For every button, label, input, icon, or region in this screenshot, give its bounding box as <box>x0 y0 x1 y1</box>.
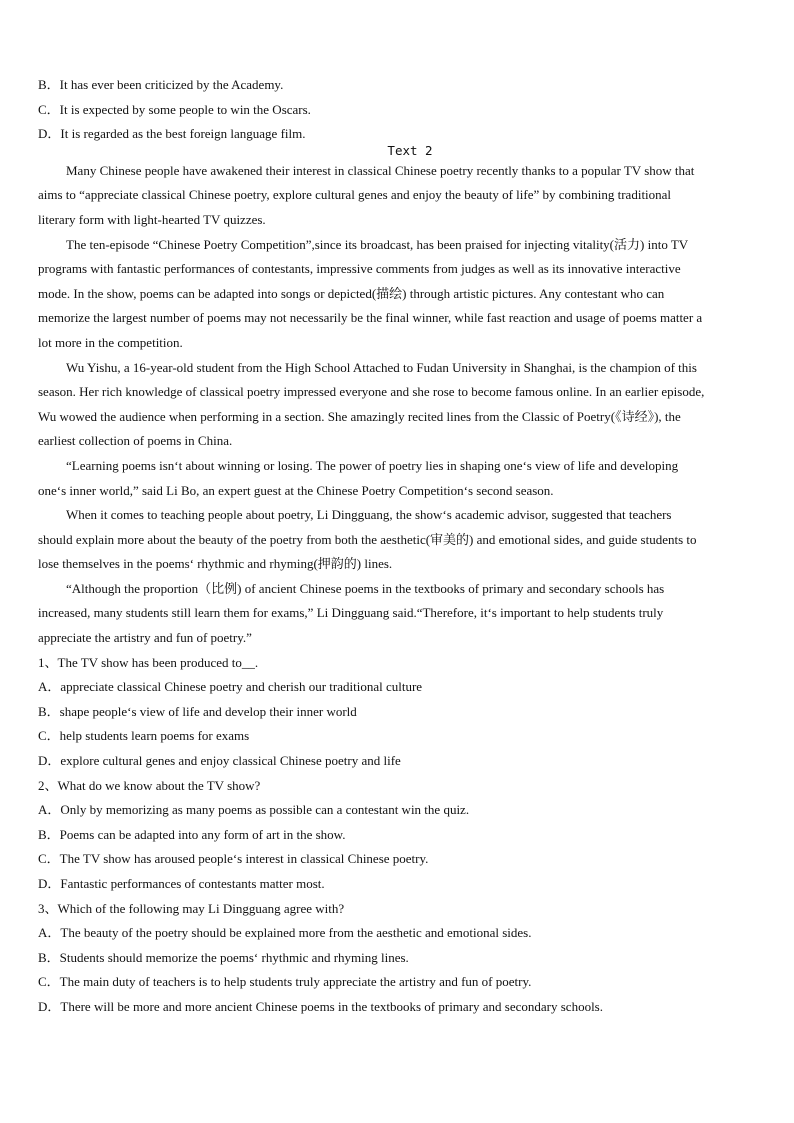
answer-option: A．The beauty of the poetry should be explained more from the aesthetic and emotional sides. <box>38 925 532 941</box>
question <box>38 897 758 1020</box>
paragraph <box>38 503 758 577</box>
paragraph-line: Wu Yishu, a 16-year-old student from the High School Attached to Fudan University in Shanghai, is the champion of this <box>66 359 697 375</box>
question <box>38 651 758 774</box>
paragraph <box>38 577 758 651</box>
paragraph <box>38 233 758 356</box>
document-page <box>38 73 758 1020</box>
question-stem: 2、What do we know about the TV show? <box>38 777 261 793</box>
answer-option: A．Only by memorizing as many poems as possible can a contestant win the quiz. <box>38 802 470 818</box>
paragraph-line: programs with fantastic performances of contestants, impressive comments from judges as well as its innovative interactive <box>38 261 681 277</box>
answer-option: C．The TV show has aroused people‘s interest in classical Chinese poetry. <box>38 851 429 867</box>
paragraph <box>38 159 758 233</box>
answer-option: C．help students learn poems for exams <box>38 728 250 744</box>
paragraph-line: When it comes to teaching people about poetry, Li Dingguang, the show‘s academic advisor, suggested that teachers <box>66 507 672 523</box>
paragraph-line: appreciate the artistry and fun of poetry.” <box>38 630 252 646</box>
paragraph <box>38 356 758 454</box>
paragraph-line: “Although the proportion（比例) of ancient Chinese poems in the textbooks of primary and secondary schools has <box>66 580 665 596</box>
paragraph-line: lot more in the competition. <box>38 334 183 350</box>
question <box>38 774 758 897</box>
previous-question-options <box>38 73 758 147</box>
paragraph-line: The ten-episode “Chinese Poetry Competition”,since its broadcast, has been praised for injecting vitality(活力) into TV <box>66 236 689 252</box>
answer-option: A．appreciate classical Chinese poetry and cherish our traditional culture <box>38 679 423 695</box>
paragraph-line: literary form with light-hearted TV quizzes. <box>38 211 266 227</box>
questions <box>38 651 758 1020</box>
paragraph-line: “Learning poems isn‘t about winning or losing. The power of poetry lies in shaping one‘s view of life and developing <box>66 457 679 473</box>
answer-option: D．There will be more and more ancient Chinese poems in the textbooks of primary and secondary schools. <box>38 998 603 1014</box>
question-stem: 3、Which of the following may Li Dingguang agree with? <box>38 900 345 916</box>
answer-option: B．shape people‘s view of life and develop their inner world <box>38 703 357 719</box>
answer-option: D．explore cultural genes and enjoy classical Chinese poetry and life <box>38 753 401 769</box>
option-c: C．It is expected by some people to win the Oscars. <box>38 101 311 117</box>
paragraph-line: aims to “appreciate classical Chinese poetry, explore cultural genes and enjoy the beauty of life” by combining traditional <box>38 187 672 203</box>
answer-option: B．Students should memorize the poems‘ rhythmic and rhyming lines. <box>38 949 409 965</box>
answer-option: B．Poems can be adapted into any form of art in the show. <box>38 826 346 842</box>
passage <box>38 159 758 651</box>
option-b: B．It has ever been criticized by the Academy. <box>38 77 284 92</box>
paragraph-line: earliest collection of poems in China. <box>38 433 233 449</box>
question-stem: 1、The TV show has been produced to__. <box>38 654 259 670</box>
paragraph-line: lose themselves in the poems‘ rhythmic and rhyming(押韵的) lines. <box>38 556 393 572</box>
paragraph-line: Wu wowed the audience when performing in a section. She amazingly recited lines from the Classic of Poetry(《诗经》), the <box>38 408 681 424</box>
section-title: Text 2 <box>387 142 433 158</box>
answer-option: C．The main duty of teachers is to help students truly appreciate the artistry and fun of poetry. <box>38 974 532 990</box>
answer-option: D．Fantastic performances of contestants matter most. <box>38 876 325 891</box>
paragraph-line: season. Her rich knowledge of classical poetry impressed everyone and she rose to become famous online. In an earlier episode, <box>38 384 705 400</box>
option-d: D．It is regarded as the best foreign language film. <box>38 126 306 142</box>
paragraph-line: memorize the largest number of poems may not necessarily be the final winner, while fast reaction and usage of poems matter a <box>38 310 703 326</box>
paragraph-line: one‘s inner world,” said Li Bo, an expert guest at the Chinese Poetry Competition‘s second season. <box>38 482 554 498</box>
paragraph-line: should explain more about the beauty of the poetry from both the aesthetic(审美的) and emotional sides, and guide students to <box>38 531 697 547</box>
paragraph-line: increased, many students still learn them for exams,” Li Dingguang said.“Therefore, it‘s important to help students truly <box>38 605 664 621</box>
paragraph-line: Many Chinese people have awakened their interest in classical Chinese poetry recently thanks to a popular TV show that <box>66 162 695 178</box>
paragraph <box>38 454 758 503</box>
paragraph-line: mode. In the show, poems can be adapted into songs or depicted(描绘) through artistic pictures. Any contestant who can <box>38 285 665 301</box>
